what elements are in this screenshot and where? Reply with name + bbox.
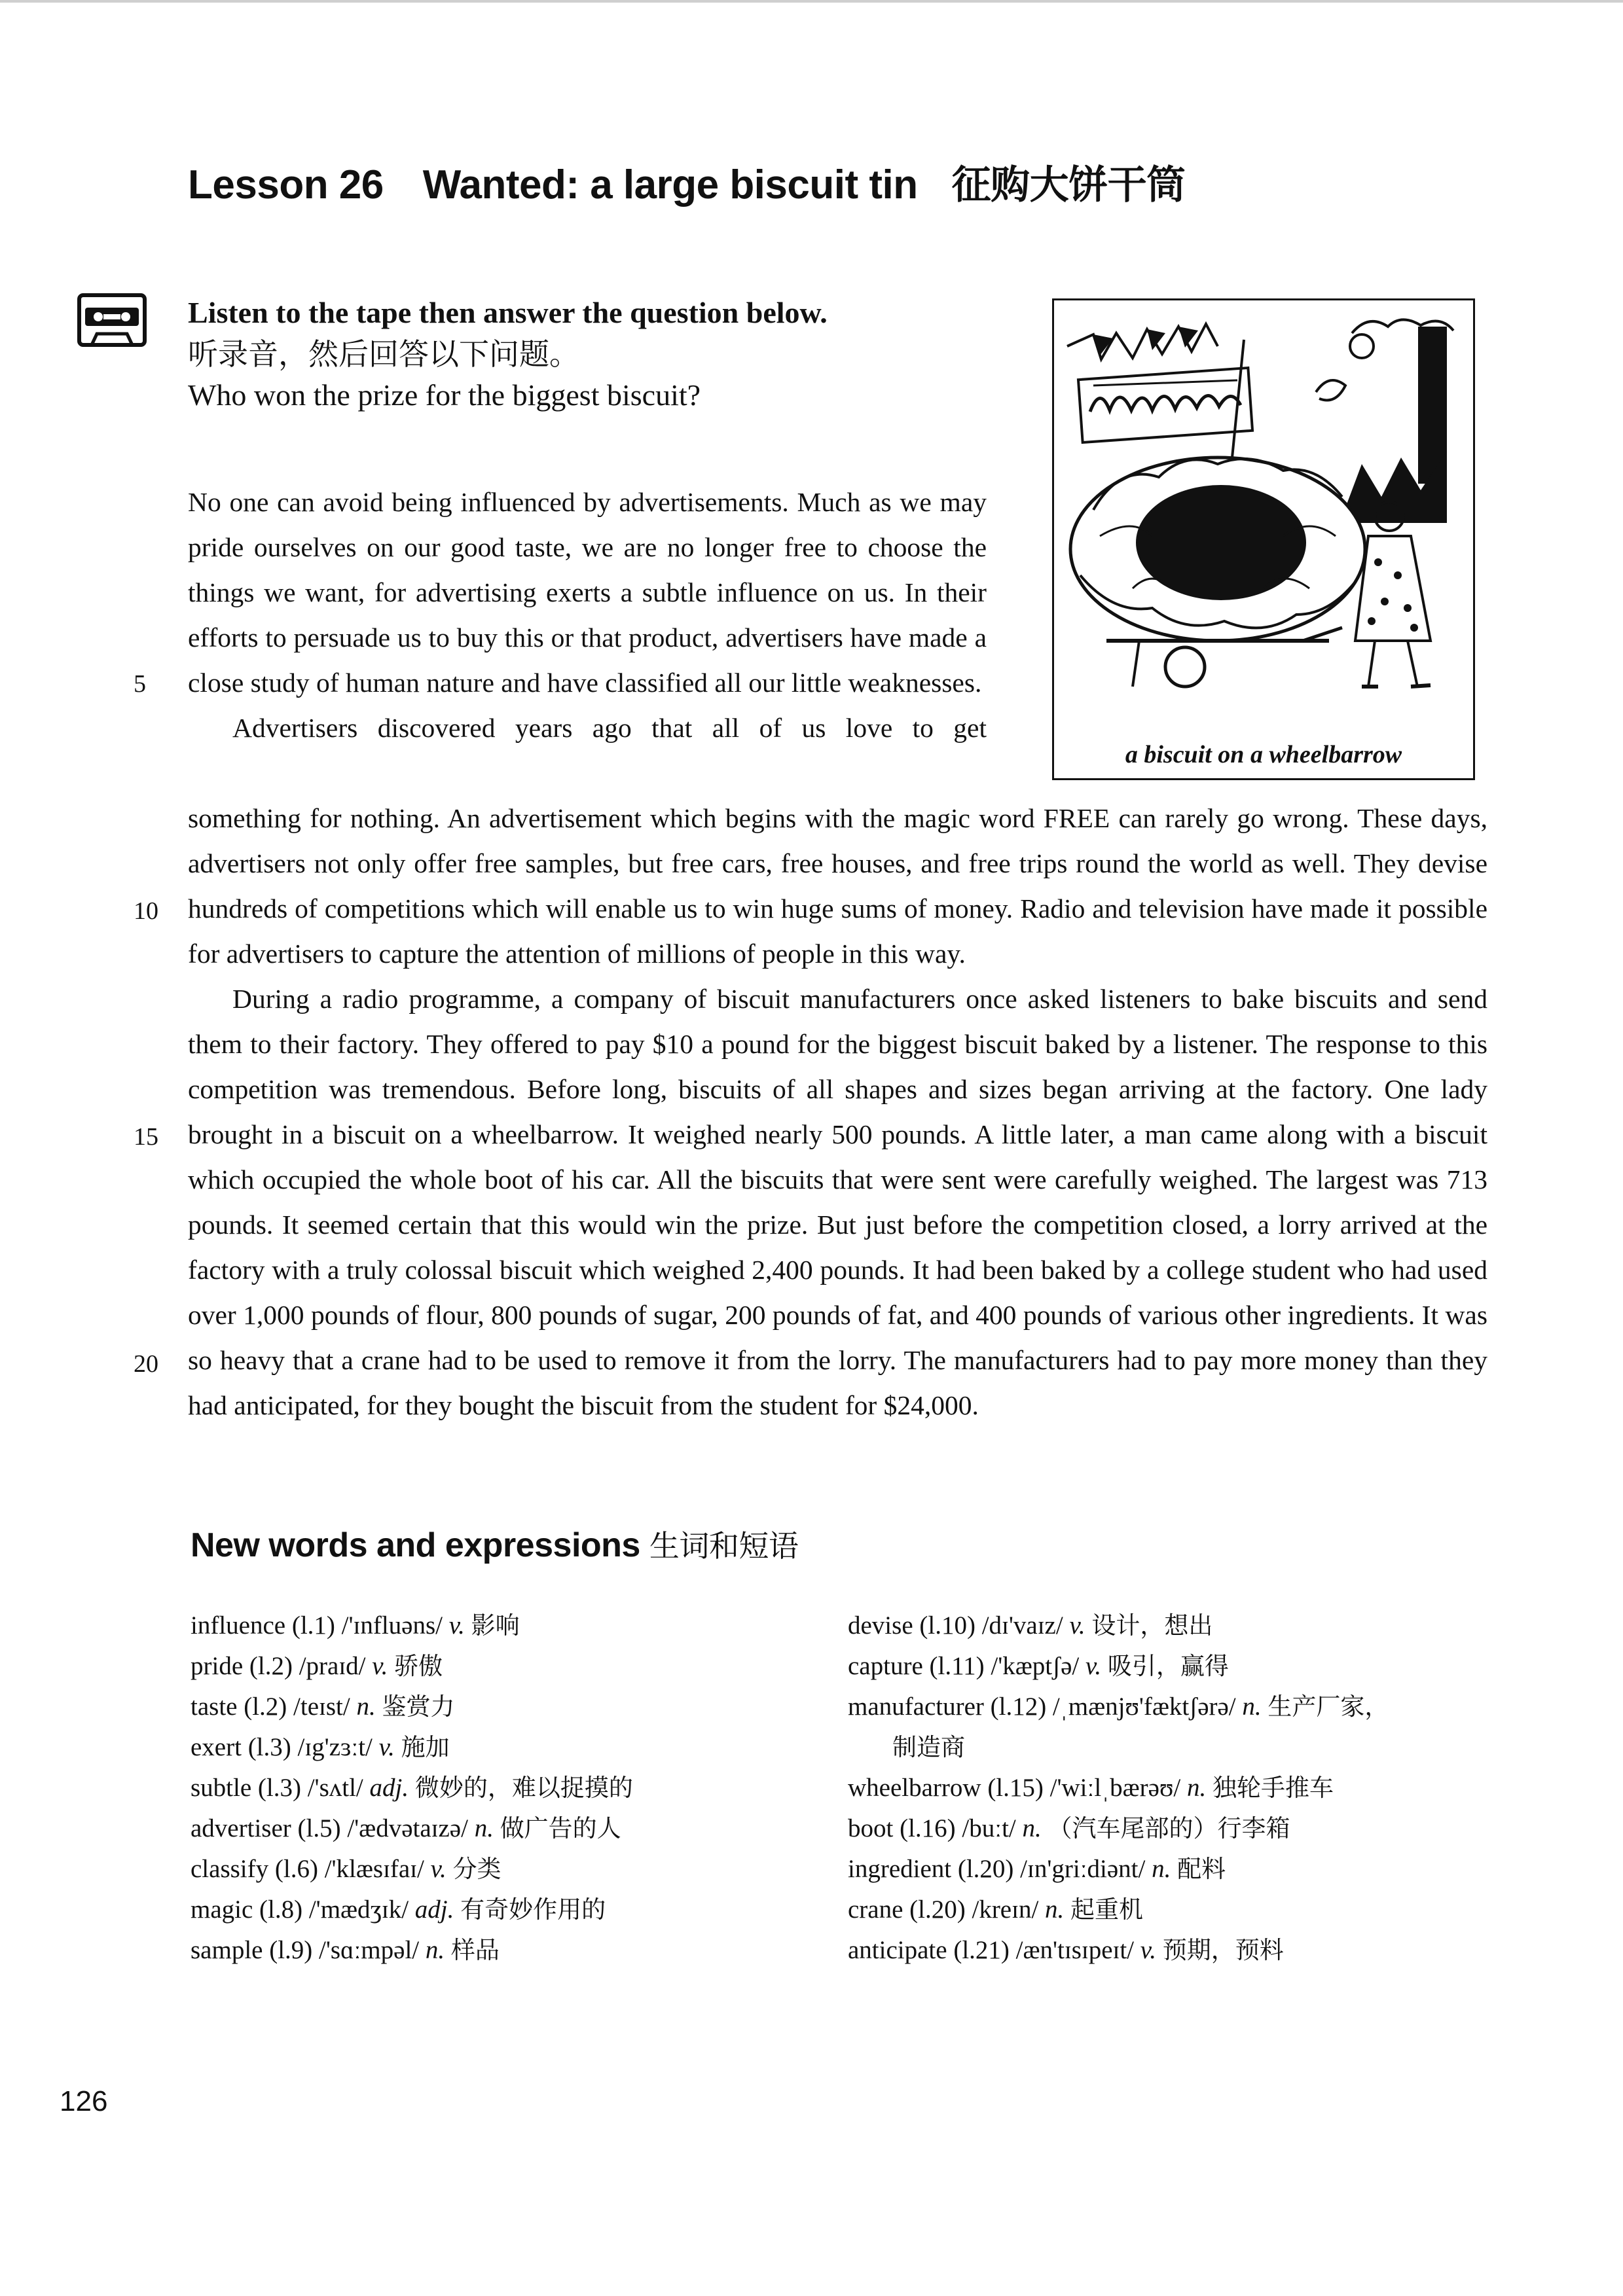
page-number: 126 [60, 2085, 108, 2117]
vocab-entry: capture (l.11) /'kæptʃə/ v. 吸引，赢得 [848, 1652, 1229, 1680]
lesson-title [188, 162, 1186, 207]
line-number: 15 [134, 1123, 158, 1151]
illustration-caption: a biscuit on a wheelbarrow [1125, 741, 1402, 768]
vocab-entry: classify (l.6) /'klæsɪfaɪ/ v. 分类 [191, 1855, 501, 1883]
vocab-entry: taste (l.2) /teɪst/ n. 鉴赏力 [191, 1693, 455, 1721]
new-words-title: New words and expressions [191, 1526, 640, 1564]
vocab-entry: advertiser (l.5) /'ædvətaɪzə/ n. 做广告的人 [191, 1814, 621, 1842]
vocab-entry: wheelbarrow (l.15) /'wiːlˌbærəʊ/ n. 独轮手推车 [848, 1774, 1334, 1802]
passage-main [188, 796, 1487, 1428]
listening-question: Who won the prize for the biggest biscuit? [188, 378, 701, 412]
lesson-title-en: Wanted: a large biscuit tin [422, 162, 918, 207]
vocab-column-right [848, 1605, 1389, 1971]
lesson-title-zh: 征购大饼干筒 [951, 163, 1186, 207]
cassette-tape-icon [77, 293, 147, 347]
vocab-column-left [191, 1605, 633, 1971]
vocab-entry: sample (l.9) /'sɑːmpəl/ n. 样品 [191, 1936, 500, 1964]
passage-paragraph-1: No one can avoid being influenced by advertisements. Much as we may pride ourselves on our good taste, we are no longer free to choose the things we want, for advertising exerts a subtle influence on us. In their efforts to persuade us to buy this or that product, advertisers have made a close study of human nature and have classified all our little weaknesses. [188, 487, 987, 698]
listening-instruction: Listen to the tape then answer the question below. [188, 296, 828, 329]
passage-top [188, 480, 987, 751]
vocab-entry: exert (l.3) /ɪg'zɜːt/ v. 施加 [191, 1733, 450, 1761]
line-number: 20 [134, 1350, 158, 1378]
illustration-figure [1052, 298, 1475, 780]
listening-task [188, 293, 1026, 415]
new-words-title-zh: 生词和短语 [649, 1528, 799, 1564]
vocab-entry-continuation: 制造商 [892, 1733, 965, 1761]
listening-instruction-zh: 听录音，然后回答以下问题。 [188, 336, 579, 372]
vocab-entry: manufacturer (l.12) /ˌmænjʊ'fæktʃərə/ n. 生产厂家， [848, 1693, 1389, 1721]
line-number: 10 [134, 897, 158, 925]
vocab-entry: boot (l.16) /buːt/ n. （汽车尾部的）行李箱 [848, 1814, 1290, 1842]
top-rule [0, 0, 1623, 3]
vocab-entry: devise (l.10) /dɪ'vaɪz/ v. 设计，想出 [848, 1611, 1213, 1640]
wheelbarrow-biscuit-illustration [1054, 300, 1473, 719]
vocab-entry: pride (l.2) /praɪd/ v. 骄傲 [191, 1652, 443, 1680]
line-number: 5 [134, 670, 146, 698]
vocab-entry: crane (l.20) /kreɪn/ n. 起重机 [848, 1895, 1144, 1924]
vocab-entry: magic (l.8) /'mædʒɪk/ adj. 有奇妙作用的 [191, 1895, 606, 1924]
passage-paragraph-2-rest: something for nothing. An advertisement which begins with the magic word FREE can rarely go wrong. These days, advertisers not only offer free samples, but free cars, free houses, and free trips round the world as well. They devise hundreds of competitions which will enable us to win huge sums of money. Radio and television have made it possible for advertisers to capture the attention of millions of people in this way. [188, 803, 1487, 969]
vocab-entry: anticipate (l.21) /æn'tɪsɪpeɪt/ v. 预期，预料 [848, 1936, 1284, 1964]
vocab-entry: ingredient (l.20) /ɪn'griːdiənt/ n. 配料 [848, 1855, 1226, 1883]
passage-paragraph-2-start: Advertisers discovered years ago that all of us love to get [232, 713, 987, 743]
new-words-heading [191, 1528, 798, 1562]
lesson-number: Lesson 26 [188, 162, 384, 207]
passage-paragraph-3: During a radio programme, a company of biscuit manufacturers once asked listeners to bake biscuits and send them to their factory. They offered to pay $10 a pound for the biggest biscuit baked by a listener. The response to this competition was tremendous. Before long, biscuits of all shapes and sizes began arriving at the factory. One lady brought in a biscuit on a wheelbarrow. It weighed nearly 500 pounds. A little later, a man came along with a biscuit which occupied the whole boot of his car. All the biscuits that were sent were carefully weighed. The largest was 713 pounds. It seemed certain that this would win the prize. But just before the competition closed, a lorry arrived at the factory with a truly colossal biscuit which weighed 2,400 pounds. It had been baked by a college student who had used over 1,000 pounds of flour, 800 pounds of sugar, 200 pounds of fat, and 400 pounds of various other ingredients. It was so heavy that a crane had to be used to remove it from the lorry. The manufacturers had to pay more money than they had anticipated, for they bought the biscuit from the student for $24,000. [188, 984, 1487, 1420]
vocab-entry: influence (l.1) /'ɪnfluəns/ v. 影响 [191, 1611, 520, 1640]
vocab-entry: subtle (l.3) /'sʌtl/ adj. 微妙的，难以捉摸的 [191, 1774, 633, 1802]
